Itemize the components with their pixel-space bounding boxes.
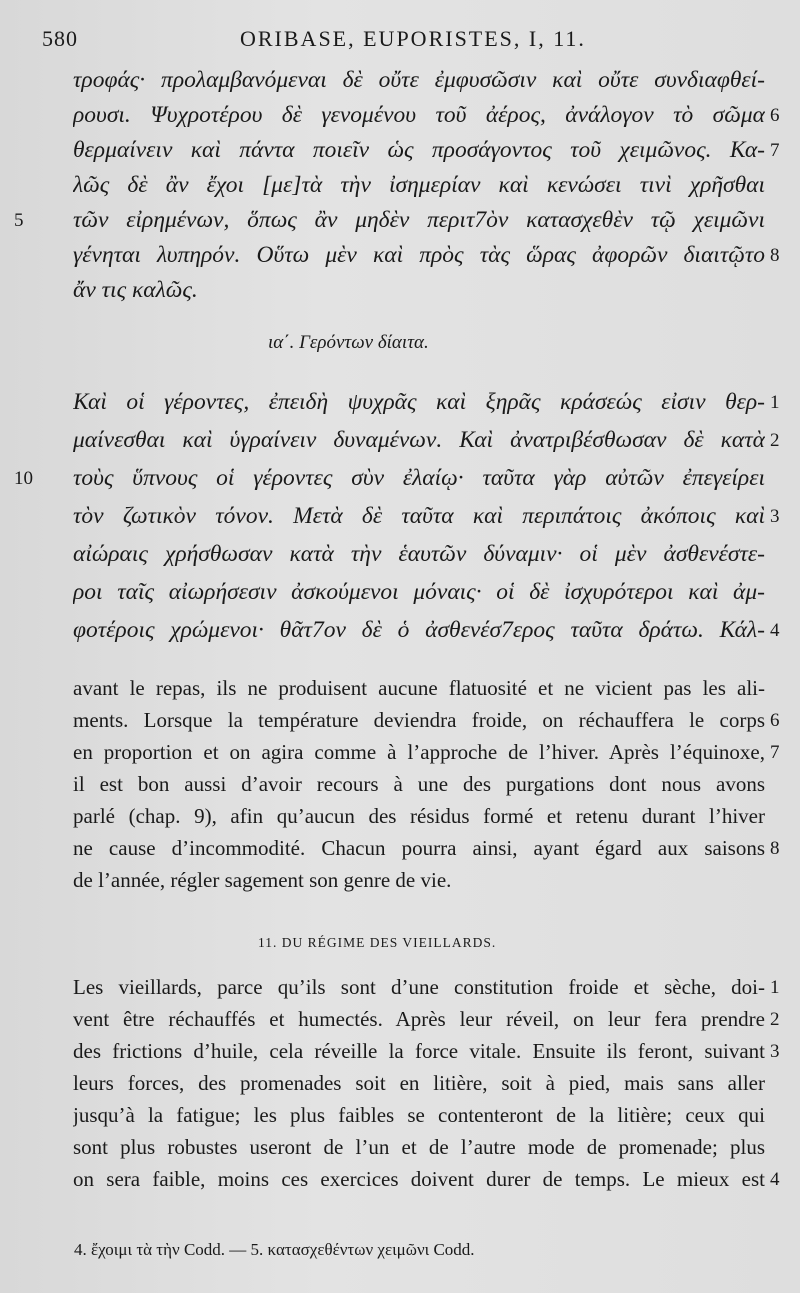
- text-line: Καὶ οἱ γέροντες, ἐπειδὴ ψυχρᾶς καὶ ξηρᾶς κράσεώς εἰσιν θερ-: [73, 389, 765, 415]
- text-line: vent être réchauffés et humectés. Après leur réveil, on leur fera prendre: [73, 1007, 765, 1031]
- text-line: ments. Lorsque la température deviendra froide, on réchauffera le corps: [73, 708, 765, 732]
- right-paragraph-number: 3: [770, 1041, 780, 1062]
- text-line: ne cause d’incommodité. Chacun pourra ainsi, ayant égard aux saisons: [73, 836, 765, 860]
- text-line: θερμαίνειν καὶ πάντα ποιεῖν ὡς προσάγοντος τοῦ χειμῶνος. Κα-: [73, 137, 765, 163]
- text-line: Les vieillards, parce qu’ils sont d’une constitution froide et sèche, doi-: [73, 975, 765, 999]
- text-line: des frictions d’huile, cela réveille la force vitale. Ensuite ils feront, suivant: [73, 1039, 765, 1063]
- text-line: sont plus robustes useront de l’un et de l’autre mode de promenade; plus: [73, 1135, 765, 1159]
- text-line: avant le repas, ils ne produisent aucune flatuosité et ne vicient pas les ali-: [73, 676, 765, 700]
- text-line: ροι ταῖς αἰωρήσεσιν ἀσκούμενοι μόναις· οἱ δὲ ἰσχυρότεροι καὶ ἀμ-: [73, 579, 765, 605]
- right-paragraph-number: 4: [770, 620, 780, 641]
- text-line: τοὺς ὕπνους οἱ γέροντες σὺν ἐλαίῳ· ταῦτα γὰρ αὐτῶν ἐπεγείρει: [73, 465, 765, 491]
- right-paragraph-number: 7: [770, 140, 780, 161]
- text-line: τὸν ζωτικὸν τόνον. Μετὰ δὲ ταῦτα καὶ περιπάτοις ἀκόποις καὶ: [73, 503, 765, 529]
- text-line: φοτέροις χρώμενοι· θᾶτ7ον δὲ ὁ ἀσθενέσ7ερος ταῦτα δράτω. Κάλ-: [73, 617, 765, 643]
- text-line: τῶν εἰρημένων, ὅπως ἂν μηδὲν περιτ7ὸν κατασχεθὲν τῷ χειμῶνι: [73, 207, 765, 233]
- text-line: γένηται λυπηρόν. Οὕτω μὲν καὶ πρὸς τὰς ὥρας ἀφορῶν διαιτῷτο: [73, 242, 765, 268]
- text-line: ἄν τις καλῶς.: [73, 277, 198, 303]
- right-paragraph-number: 8: [770, 838, 780, 859]
- text-line: ρουσι. Ψυχροτέρου δὲ γενομένου τοῦ ἀέρος, ἀνάλογον τὸ σῶμα: [73, 102, 765, 128]
- right-paragraph-number: 3: [770, 506, 780, 527]
- right-paragraph-number: 7: [770, 742, 780, 763]
- text-line: parlé (chap. 9), afin qu’aucun des résidus formé et retenu durant l’hiver: [73, 804, 765, 828]
- text-line: τροφάς· προλαμβανόμεναι δὲ οὔτε ἐμφυσῶσιν καὶ οὔτε συνδιαφθεί-: [73, 67, 765, 93]
- french-chapter-heading: 11. DU RÉGIME DES VIEILLARDS.: [258, 935, 497, 950]
- text-line: en proportion et on agira comme à l’approche de l’hiver. Après l’équinoxe,: [73, 740, 765, 764]
- page-header: [40, 26, 760, 56]
- text-line: jusqu’à la fatigue; les plus faibles se contenteront de la litière; ceux qui: [73, 1103, 765, 1127]
- text-line: αἰώραις χρήσθωσαν κατὰ τὴν ἑαυτῶν δύναμιν· οἱ μὲν ἀσθενέστε-: [73, 541, 765, 567]
- right-paragraph-number: 1: [770, 977, 780, 998]
- running-title: ORIBASE, EUPORISTES, I, 11.: [240, 26, 586, 51]
- text-line: μαίνεσθαι καὶ ὑγραίνειν δυναμένων. Καὶ ἀνατριβέσθωσαν δὲ κατὰ: [73, 427, 765, 453]
- left-line-number: 10: [14, 468, 33, 489]
- right-paragraph-number: 1: [770, 392, 780, 413]
- right-paragraph-number: 6: [770, 710, 780, 731]
- right-paragraph-number: 4: [770, 1169, 780, 1190]
- text-line: de l’année, régler sagement son genre de vie.: [73, 868, 452, 892]
- right-paragraph-number: 8: [770, 245, 780, 266]
- right-paragraph-number: 2: [770, 430, 780, 451]
- left-line-number: 5: [14, 210, 24, 231]
- text-line: on sera faible, moins ces exercices doivent durer de temps. Le mieux est: [73, 1167, 765, 1191]
- text-line: leurs forces, des promenades soit en litière, soit à pied, mais sans aller: [73, 1071, 765, 1095]
- page-number: 580: [42, 26, 78, 51]
- right-paragraph-number: 2: [770, 1009, 780, 1030]
- greek-chapter-heading: ια΄. Γερόντων δίαιτα.: [268, 332, 429, 353]
- text-line: il est bon aussi d’avoir recours à une des purgations dont nous avons: [73, 772, 765, 796]
- right-paragraph-number: 6: [770, 105, 780, 126]
- footnote: 4. ἔχοιμι τὰ τὴν Codd. — 5. κατασχεθέντων χειμῶνι Codd.: [74, 1240, 475, 1259]
- text-line: λῶς δὲ ἂν ἔχοι [με]τὰ τὴν ἰσημερίαν καὶ κενώσει τινὶ χρῆσθαι: [73, 172, 765, 198]
